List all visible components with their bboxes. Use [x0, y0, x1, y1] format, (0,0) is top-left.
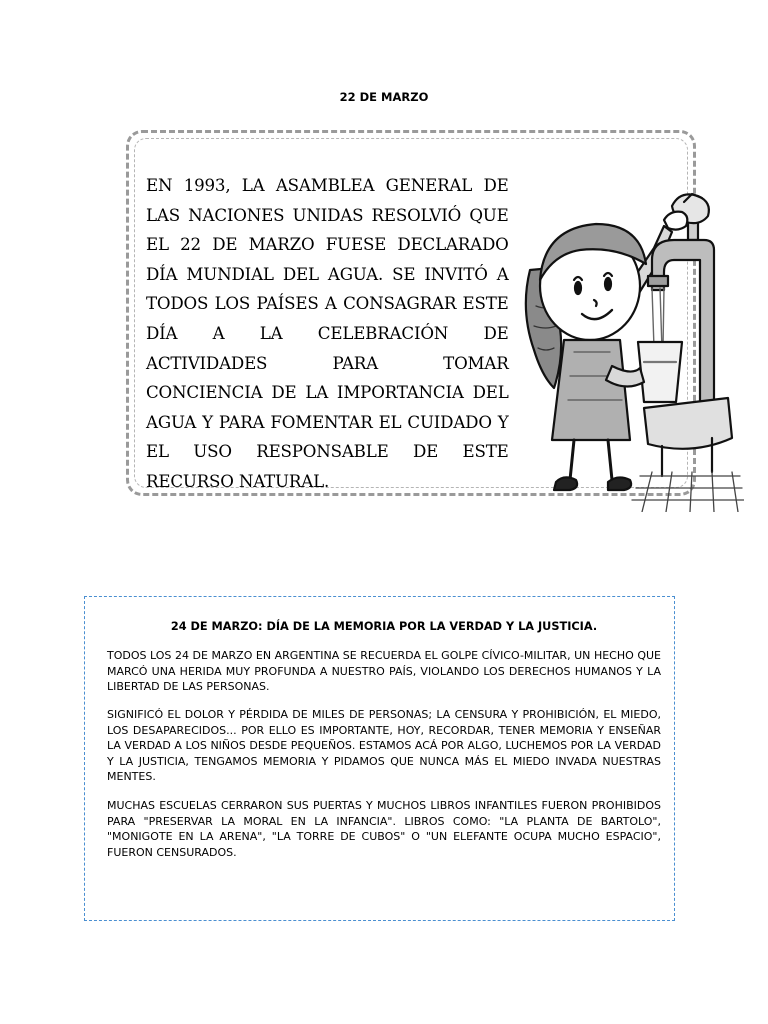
girl-closing-water-tap-icon	[512, 176, 744, 512]
memoria-paragraph-1: TODOS LOS 24 DE MARZO EN ARGENTINA SE RECUERDA EL GOLPE CÍVICO-MILITAR, UN HECHO QUE MARCÓ UNA HERIDA MUY PROFUNDA A NUESTRO PAÍS, VIOLANDO LOS DERECHOS HUMANOS Y LA LIBERTAD DE LAS PERSONAS.	[107, 649, 661, 693]
memoria-title: 24 DE MARZO: DÍA DE LA MEMORIA POR LA VERDAD Y LA JUSTICIA.	[170, 620, 598, 633]
memoria-paragraph-2: SIGNIFICÓ EL DOLOR Y PÉRDIDA DE MILES DE PERSONAS; LA CENSURA Y PROHIBICIÓN, EL MIEDO, LOS DESAPARECIDOS... POR ELLO ES IMPORTANTE, HOY, RECORDAR, TENER MEMORIA Y ENSEÑAR LA VERDAD A LOS NIÑOS DESDE PEQUEÑOS. ESTAMOS ACÁ POR ALGO, LUCHEMOS POR LA VERDAD Y LA JUSTICIA, TENGAMOS MEMORIA Y PIDAMOS QUE NUNCA MÁS EL MIEDO INVADA NUESTRAS MENTES.	[107, 708, 661, 783]
memoria-paragraph-3: MUCHAS ESCUELAS CERRARON SUS PUERTAS Y MUCHOS LIBROS INFANTILES FUERON PROHIBIDOS PARA "PRESERVAR LA MORAL EN LA INFANCIA". LIBROS COMO: "LA PLANTA DE BARTOLO", "MONIGOTE EN LA ARENA", "LA TORRE DE CUBOS" O "UN ELEFANTE OCUPA MUCHO ESPACIO", FUERON CENSURADOS.	[107, 799, 661, 859]
water-day-text: EN 1993, LA ASAMBLEA GENERAL DE LAS NACIONES UNIDAS RESOLVIÓ QUE EL 22 DE MARZO FUESE DECLARADO DÍA MUNDIAL DEL AGUA. SE INVITÓ A TODOS LOS PAÍSES A CONSAGRAR ESTE DÍA A LA CELEBRACIÓN DE ACTIVIDADES PARA TOMAR CONCIENCIA DE LA IMPORTANCIA DEL AGUA Y PARA FOMENTAR EL CUIDADO Y EL USO RESPONSABLE DE ESTE RECURSO NATURAL.	[146, 176, 509, 492]
page-title: 22 DE MARZO	[339, 90, 429, 104]
